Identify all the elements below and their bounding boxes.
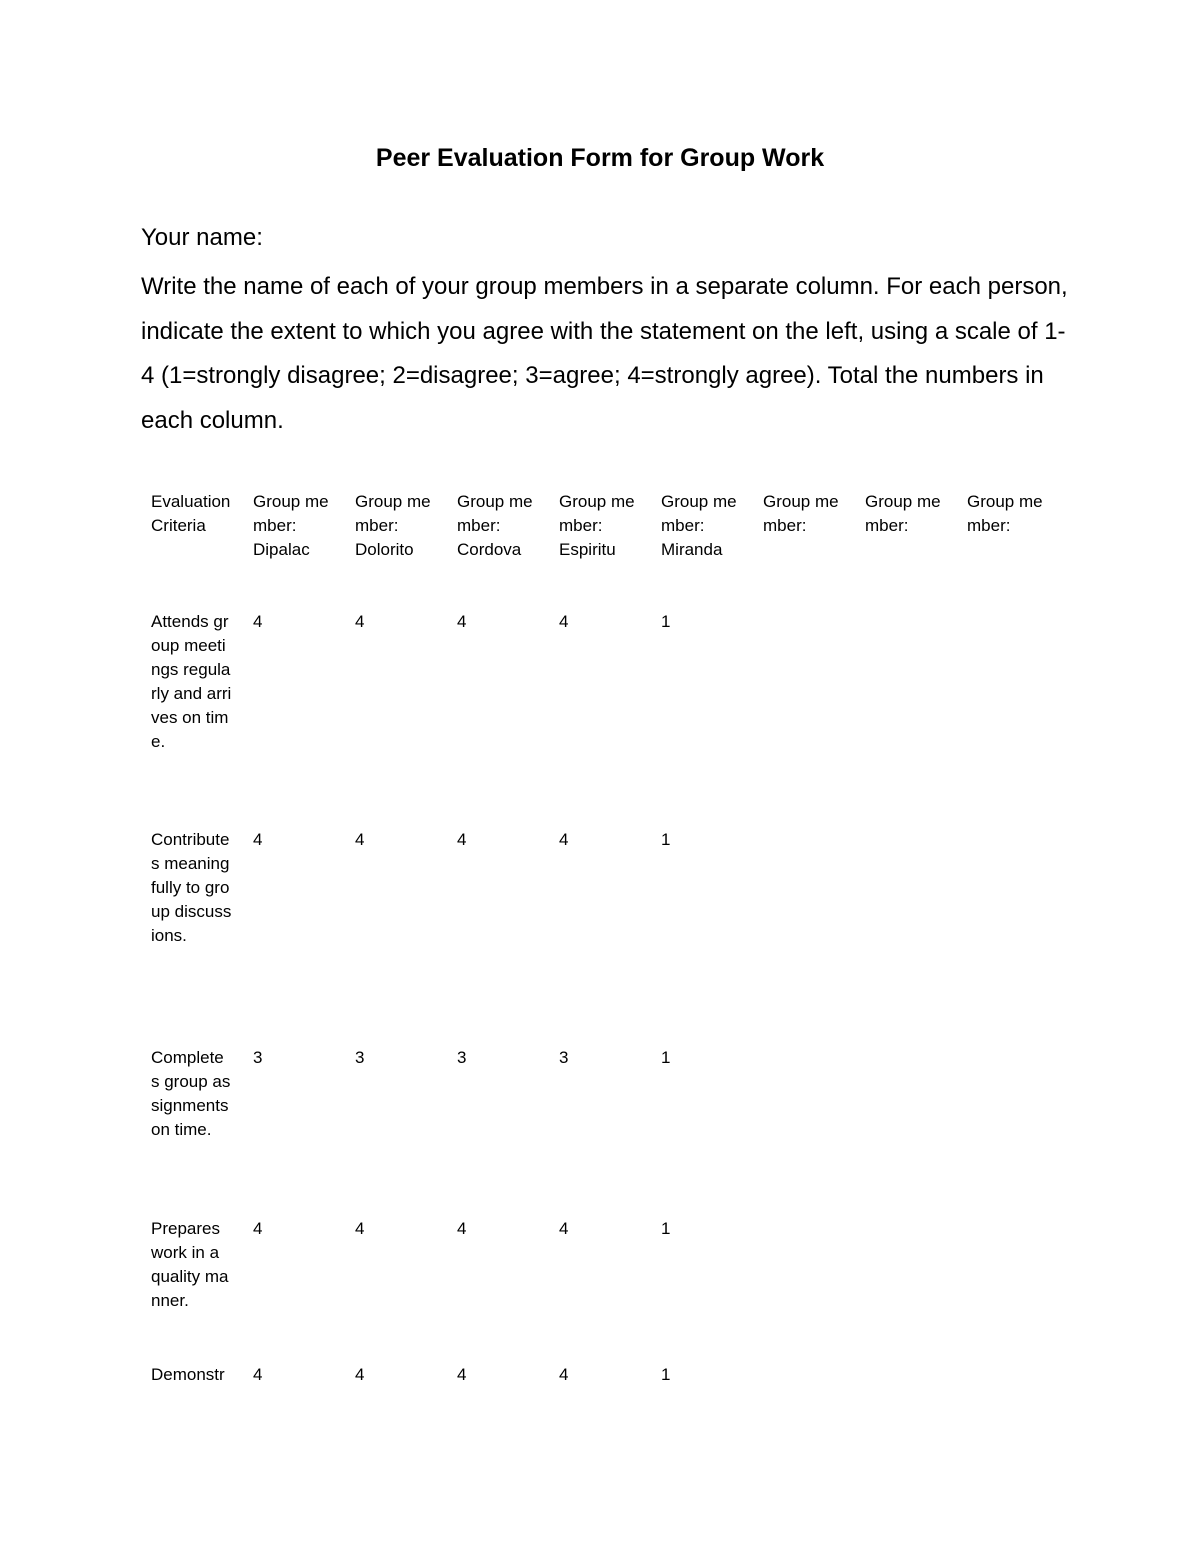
score-cell[interactable] <box>752 610 854 828</box>
score-cell[interactable] <box>752 1046 854 1217</box>
score-cell[interactable] <box>956 1046 1058 1217</box>
table-row <box>140 610 1058 828</box>
score-cell[interactable]: 4 <box>253 1365 263 1384</box>
score-cell[interactable] <box>956 828 1058 1046</box>
score-cell[interactable]: 4 <box>355 1219 365 1238</box>
score-cell[interactable]: 4 <box>457 1219 467 1238</box>
criterion-cell: Completes group assignments on time. <box>151 1048 231 1139</box>
score-cell[interactable] <box>854 1363 956 1403</box>
score-cell[interactable]: 4 <box>253 830 263 849</box>
member-header-7: Group member: <box>865 492 941 535</box>
score-cell[interactable]: 4 <box>559 612 569 631</box>
score-cell[interactable]: 3 <box>457 1048 467 1067</box>
criterion-cell: Prepares work in a quality manner. <box>151 1219 229 1310</box>
score-cell[interactable] <box>956 610 1058 828</box>
score-cell[interactable] <box>854 1217 956 1363</box>
score-cell[interactable] <box>752 1217 854 1363</box>
score-cell[interactable]: 3 <box>355 1048 365 1067</box>
score-cell[interactable]: 4 <box>253 1219 263 1238</box>
peer-evaluation-table <box>140 490 1058 1403</box>
member-header-5: Group member: Miranda <box>661 492 737 559</box>
member-header-8: Group member: <box>967 492 1043 535</box>
score-cell[interactable] <box>752 1363 854 1403</box>
page-title: Peer Evaluation Form for Group Work <box>375 144 825 172</box>
score-cell[interactable]: 1 <box>661 1365 671 1384</box>
member-header-6: Group member: <box>763 492 839 535</box>
member-header-3: Group member: Cordova <box>457 492 533 559</box>
score-cell[interactable]: 4 <box>355 830 365 849</box>
member-header-1: Group member: Dipalac <box>253 492 329 559</box>
score-cell[interactable]: 1 <box>661 1219 671 1238</box>
member-header-4: Group member: Espiritu <box>559 492 635 559</box>
score-cell[interactable] <box>752 828 854 1046</box>
criterion-cell: Demonstr <box>151 1365 225 1384</box>
score-cell[interactable]: 4 <box>457 830 467 849</box>
your-name-label: Your name: <box>141 224 263 251</box>
score-cell[interactable]: 4 <box>559 830 569 849</box>
score-cell[interactable]: 1 <box>661 1048 671 1067</box>
score-cell[interactable] <box>854 828 956 1046</box>
table-row <box>140 828 1058 1046</box>
table-header-row <box>140 490 1058 610</box>
table-row <box>140 1217 1058 1363</box>
criteria-header: Evaluation Criteria <box>151 492 231 535</box>
instructions-paragraph: Write the name of each of your group members in a separate column. For each person, indicate the extent to which you agree with the statement on the left, using a scale of 1-4 (1=strongly disagree; 2=disagree; 3=agree; 4=strongly agree). Total the numbers in each column. <box>141 273 1068 434</box>
score-cell[interactable]: 4 <box>559 1219 569 1238</box>
table-row <box>140 1046 1058 1217</box>
score-cell[interactable]: 4 <box>457 1365 467 1384</box>
score-cell[interactable]: 4 <box>253 612 263 631</box>
score-cell[interactable] <box>854 1046 956 1217</box>
score-cell[interactable]: 3 <box>559 1048 569 1067</box>
score-cell[interactable]: 1 <box>661 612 671 631</box>
criterion-cell: Contributes meaningfully to group discussions. <box>151 830 232 945</box>
score-cell[interactable]: 4 <box>457 612 467 631</box>
criterion-cell: Attends group meetings regularly and arrives on time. <box>151 612 232 751</box>
score-cell[interactable]: 4 <box>355 1365 365 1384</box>
score-cell[interactable]: 1 <box>661 830 671 849</box>
score-cell[interactable] <box>956 1217 1058 1363</box>
score-cell[interactable] <box>854 610 956 828</box>
member-header-2: Group member: Dolorito <box>355 492 431 559</box>
score-cell[interactable]: 4 <box>355 612 365 631</box>
score-cell[interactable]: 4 <box>559 1365 569 1384</box>
score-cell[interactable] <box>956 1363 1058 1403</box>
score-cell[interactable]: 3 <box>253 1048 263 1067</box>
table-row <box>140 1363 1058 1403</box>
